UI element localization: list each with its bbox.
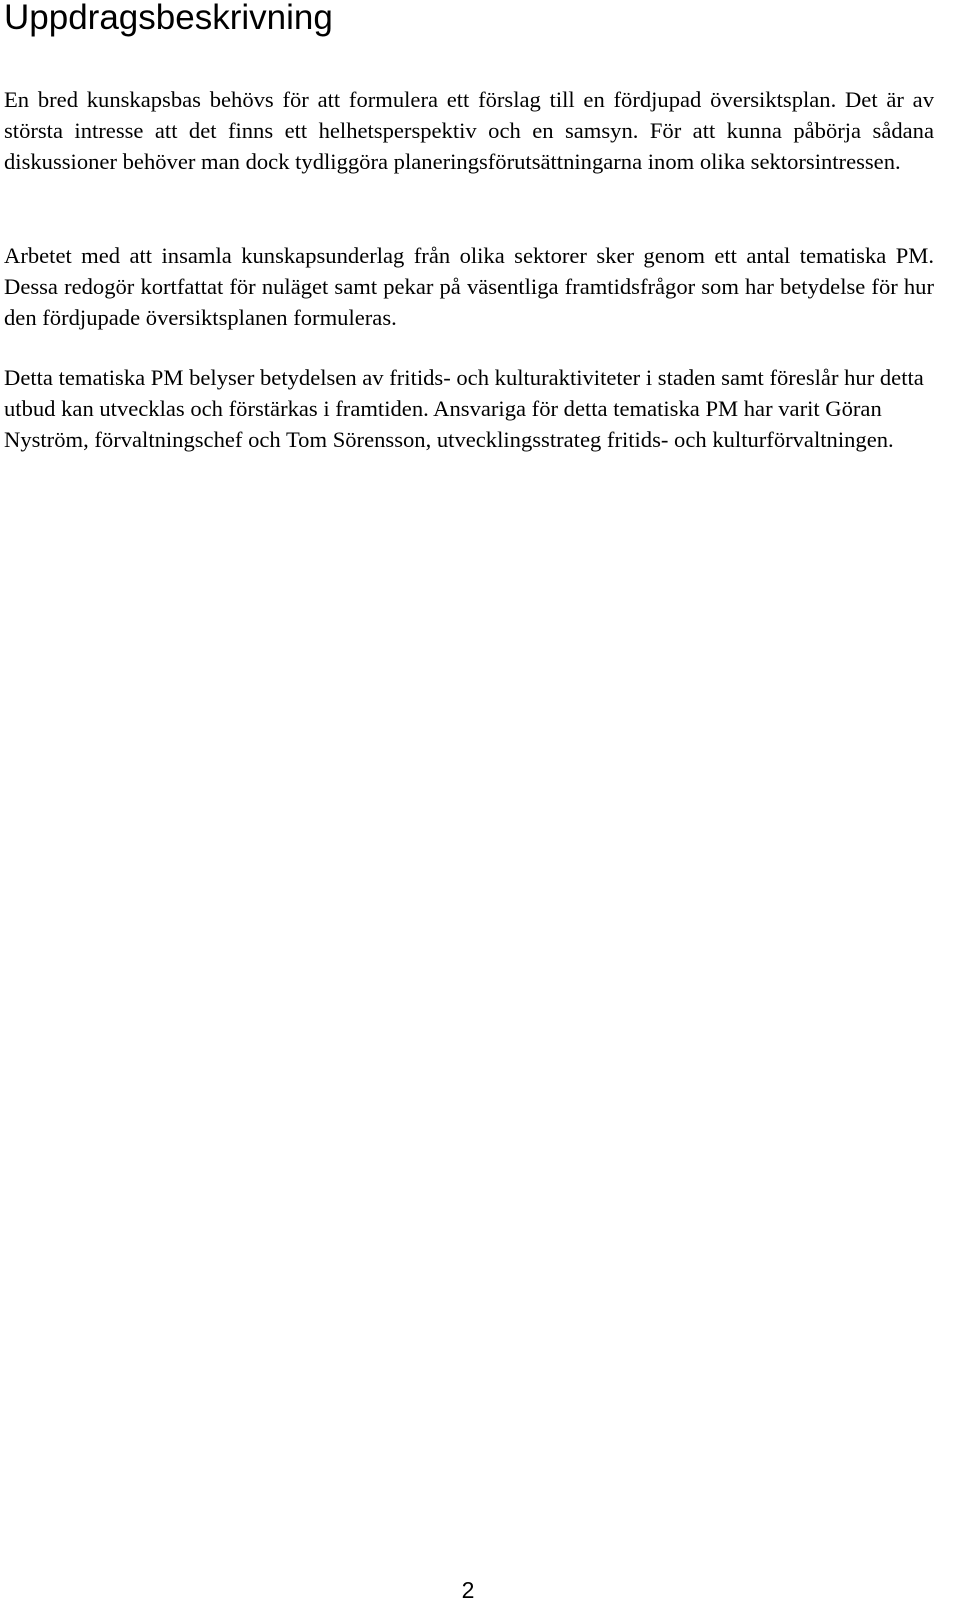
document-title: Uppdragsbeskrivning <box>4 0 333 37</box>
page-number: 2 <box>461 1577 475 1603</box>
paragraph-method: Arbetet med att insamla kunskapsunderlag från olika sektorer sker genom ett antal tematiska PM. Dessa redogör kortfattat för nuläget samt pekar på väsentliga framtidsfrågor som har betydelse för hur den fördjupade översiktsplanen formuleras. <box>4 243 934 330</box>
paragraph-intro: En bred kunskapsbas behövs för att formulera ett förslag till en fördjupad översiktsplan. Det är av största intresse att det finns ett helhetsperspektiv och en samsyn. För att kunna påbörja sådana diskussioner behöver man dock tydliggöra planeringsförutsättningarna inom olika sektorsintressen. <box>4 87 934 174</box>
paragraph-responsible: Detta tematiska PM belyser betydelsen av fritids- och kulturaktiviteter i staden samt föreslår hur detta utbud kan utvecklas och förstärkas i framtiden. Ansvariga för detta tematiska PM har varit Göran Nyström, förvaltningschef och Tom Sörensson, utvecklingsstrateg fritids- och kulturförvaltningen. <box>4 365 924 452</box>
